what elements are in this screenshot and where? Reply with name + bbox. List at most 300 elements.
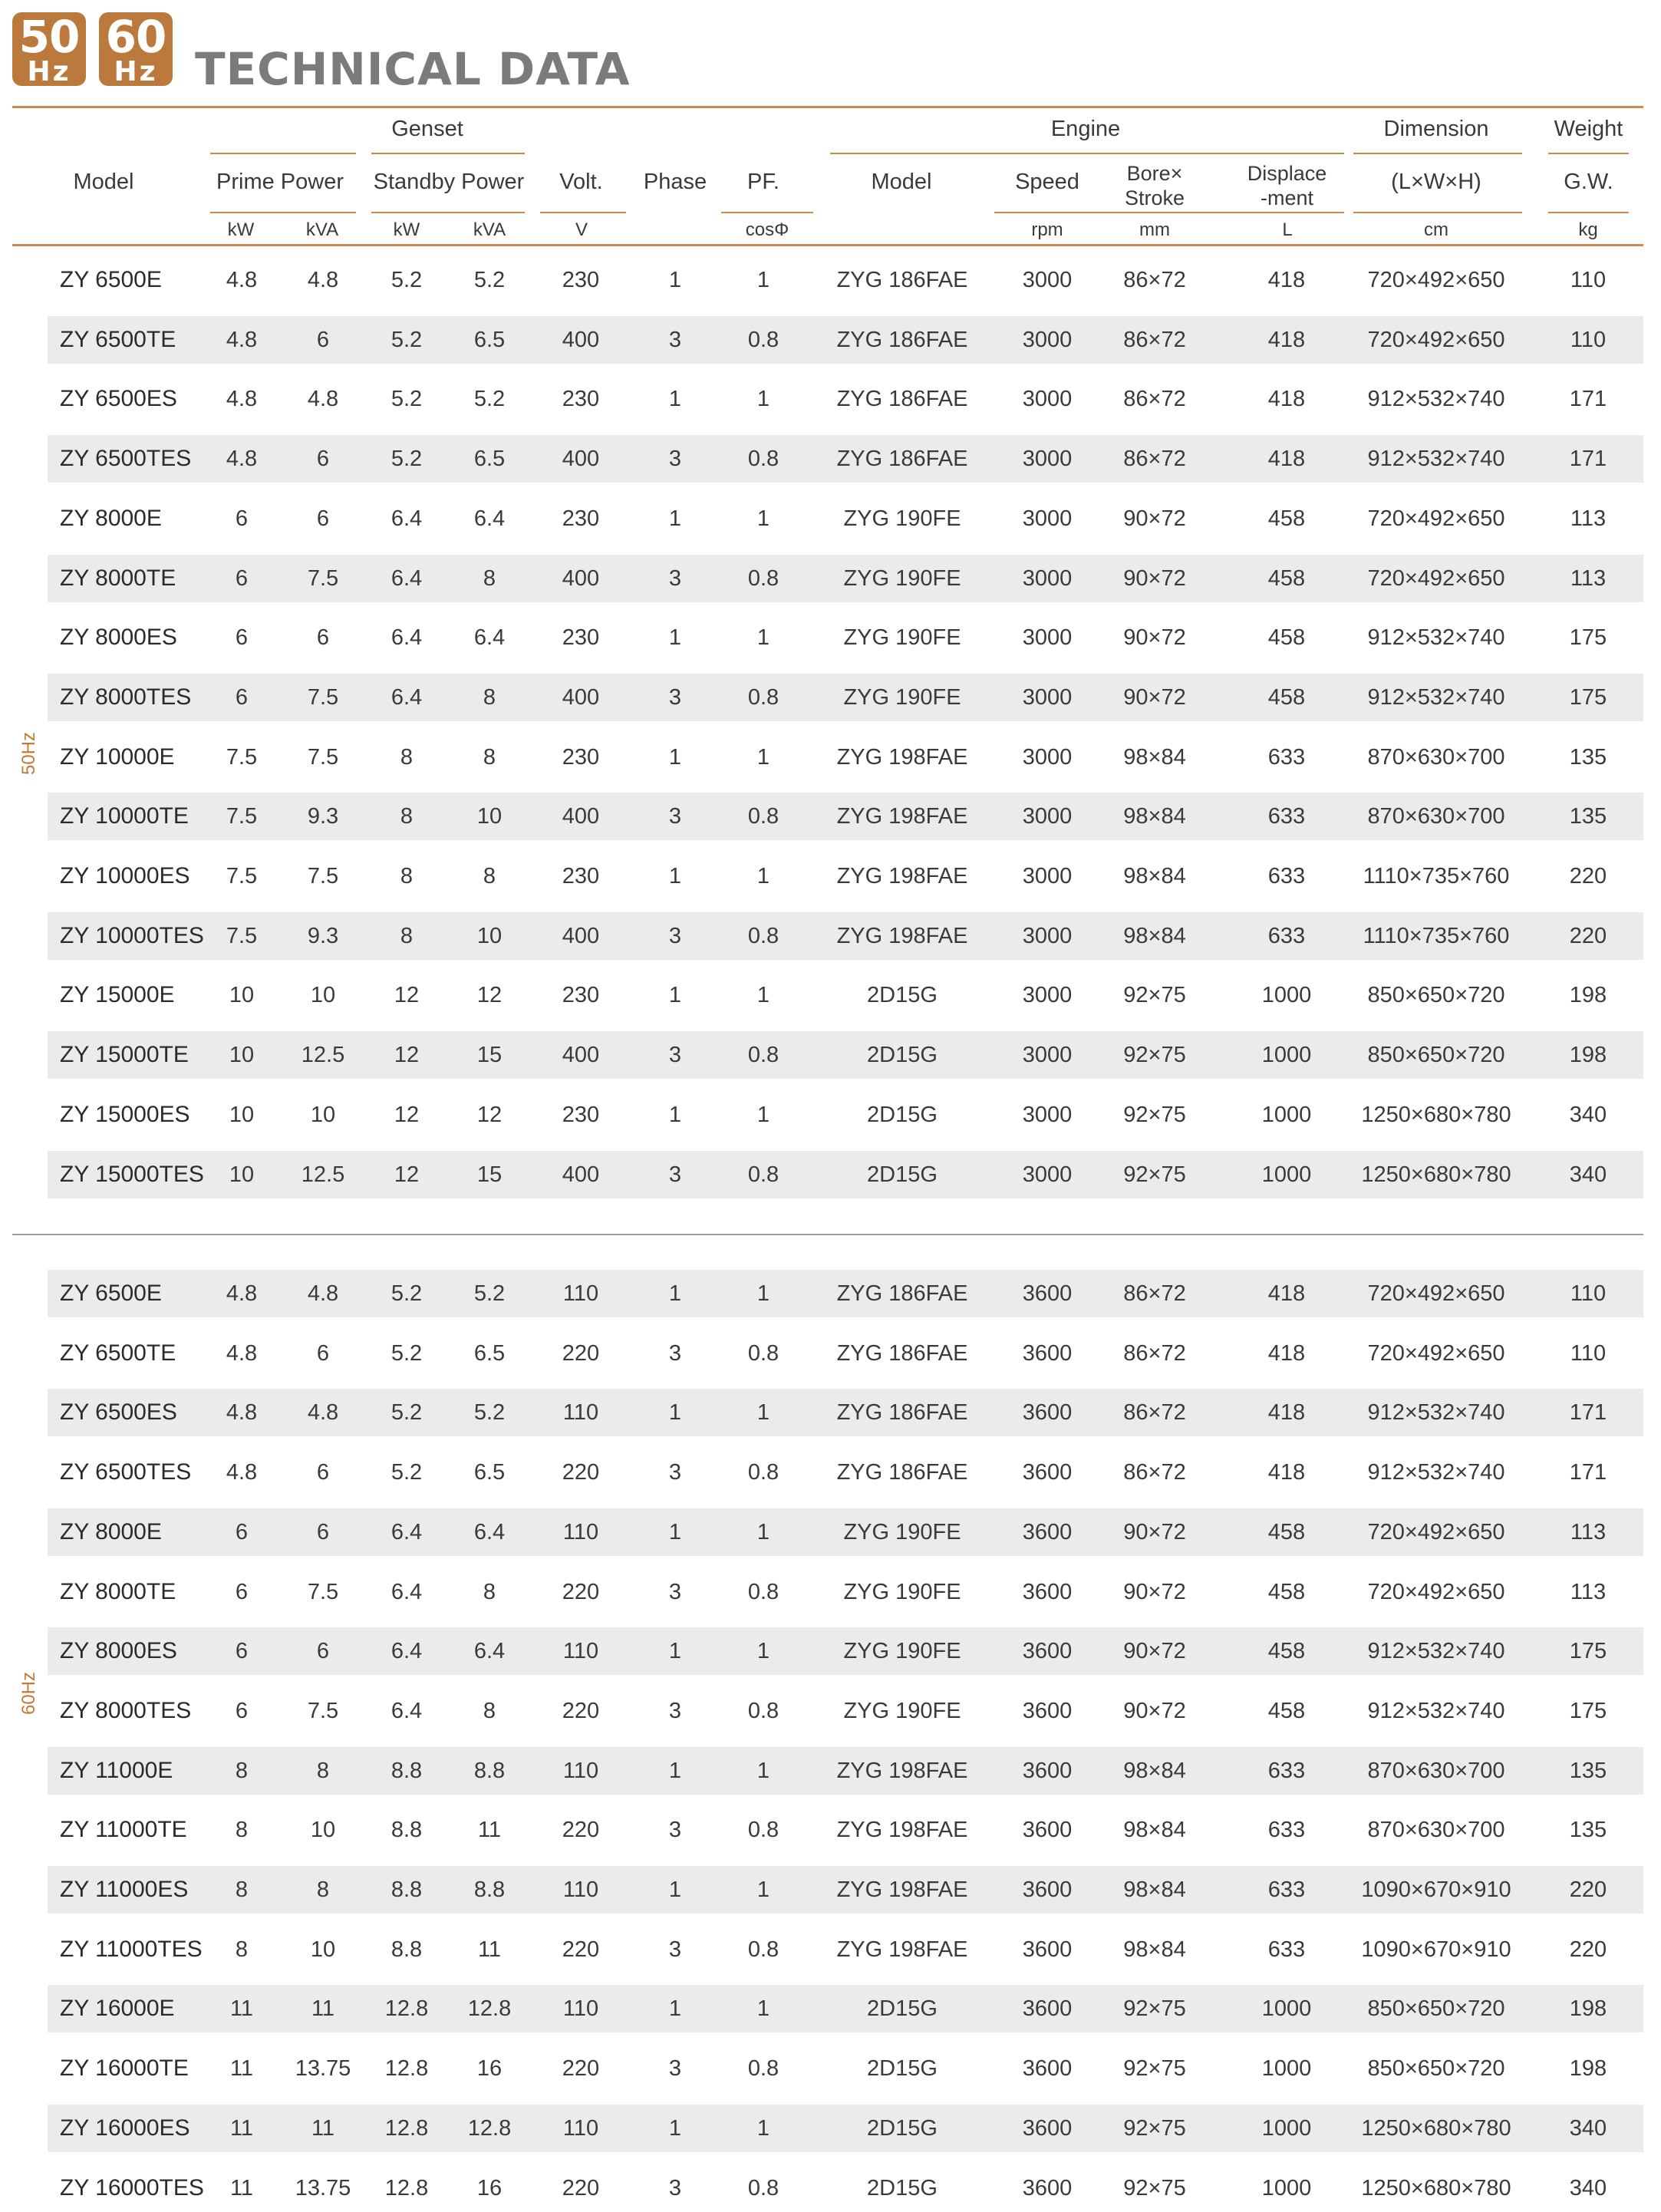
dimension-cell: 720×492×650 [1367,1340,1505,1366]
standby-kva-cell: 6.4 [473,625,506,651]
model-cell: ZY 6500TES [60,1459,192,1485]
dimension-cell: 720×492×650 [1367,268,1505,292]
weight-cell: 198 [1569,2056,1607,2082]
table-row [48,2164,1643,2212]
prime-kva-cell: 6 [316,506,330,531]
volt-units-line [540,212,626,213]
header-speed: Speed [1015,170,1079,194]
displacement-cell: 458 [1267,1639,1306,1664]
prime-kw-cell: 4.8 [226,447,258,472]
pf-cell: 1 [756,1877,770,1902]
standby-kw-cell: 5.2 [391,1400,423,1426]
phase-cell: 3 [668,1579,682,1604]
pf-cell: 0.8 [747,447,779,472]
speed-cell: 3600 [1022,1340,1073,1366]
dimension-cell: 1110×735×760 [1363,864,1510,888]
prime-kw-cell: 4.8 [226,327,258,352]
standby-units-line [371,212,525,213]
standby-kw-cell: 5.2 [391,447,423,472]
weight-units-line [1548,212,1629,213]
displacement-cell: 1000 [1261,1043,1312,1068]
table-row [48,1926,1643,1973]
standby-kw-cell: 8 [400,804,414,829]
speed-cell: 3000 [1022,684,1073,710]
prime-kw-cell: 6 [235,625,249,651]
displacement-cell: 1000 [1261,2115,1312,2141]
prime-kva-cell: 12.5 [301,1162,345,1187]
header-dimension-lwh: (L×W×H) [1391,170,1481,194]
model-cell: ZY 16000TE [60,2055,189,2082]
bore-stroke-cell: 90×72 [1123,1639,1186,1664]
model-cell: ZY 6500E [60,1281,162,1306]
phase-cell: 1 [668,1281,682,1306]
pf-cell: 0.8 [747,565,779,591]
standby-kva-cell: 11 [477,1937,502,1962]
pf-cell: 1 [756,506,770,531]
model-cell: ZY 8000TES [60,684,192,710]
engine-model-cell: ZYG 186FAE [836,327,968,352]
bore-stroke-cell: 86×72 [1123,1340,1186,1366]
engine-model-cell: 2D15G [867,1102,938,1127]
weight-cell: 220 [1569,1937,1607,1962]
unit-prime-kw: kW [227,219,255,240]
pf-cell: 1 [756,1102,770,1127]
displacement-cell: 633 [1267,804,1306,829]
table-row [48,912,1643,960]
pf-cell: 1 [756,1996,770,2022]
displacement-cell: 1000 [1261,1996,1312,2022]
volt-cell: 230 [562,744,600,770]
phase-cell: 1 [668,1996,682,2022]
unit-dimension: cm [1424,219,1448,240]
pf-cell: 1 [756,268,770,292]
bore-stroke-cell: 92×75 [1123,2175,1186,2200]
table-row [48,674,1643,721]
prime-kw-cell: 6 [235,1698,249,1723]
phase-cell: 3 [668,565,682,591]
table-row [48,2045,1643,2092]
header-volt: Volt. [559,170,603,194]
model-cell: ZY 8000ES [60,625,177,651]
speed-cell: 3600 [1022,2056,1073,2082]
dimension-cell: 1250×680×780 [1361,1162,1511,1187]
prime-kw-cell: 7.5 [226,923,258,948]
standby-kva-cell: 8 [483,864,496,888]
50hz-badge [12,12,86,86]
engine-model-cell: ZYG 190FE [843,1579,961,1604]
standby-kw-cell: 8 [400,744,414,770]
dimension-cell: 1250×680×780 [1361,2175,1511,2200]
pf-cell: 0.8 [747,1579,779,1604]
dimension-cell: 912×532×740 [1367,684,1505,710]
prime-kva-cell: 11 [311,1996,335,2022]
header-bore-stroke [1109,161,1201,210]
engine-model-cell: ZYG 186FAE [836,1460,968,1485]
prime-kva-cell: 7.5 [307,1579,339,1604]
weight-cell: 340 [1569,1102,1607,1127]
phase-cell: 3 [668,447,682,472]
speed-cell: 3600 [1022,1698,1073,1723]
displacement-cell: 458 [1267,565,1306,591]
bore-stroke-cell: 90×72 [1123,565,1186,591]
weight-cell: 175 [1569,1639,1607,1664]
table-row [48,316,1643,364]
speed-cell: 3000 [1022,923,1073,948]
displacement-cell: 633 [1267,1937,1306,1962]
pf-cell: 0.8 [747,684,779,710]
bore-stroke-cell: 90×72 [1123,1579,1186,1604]
header-gw: G.W. [1564,170,1613,194]
standby-kva-cell: 6.4 [473,506,506,531]
dimension-cell: 912×532×740 [1367,1460,1505,1485]
speed-cell: 3000 [1022,864,1073,888]
model-cell: ZY 8000TE [60,1578,176,1604]
displacement-cell: 1000 [1261,2175,1312,2200]
weight-cell: 171 [1569,447,1607,472]
bore-stroke-cell: 86×72 [1123,1281,1186,1306]
speed-cell: 3600 [1022,1579,1073,1604]
prime-kw-cell: 4.8 [226,1400,258,1426]
phase-cell: 3 [668,1818,682,1843]
standby-kw-cell: 6.4 [391,1639,423,1664]
bore-stroke-cell: 98×84 [1123,1877,1186,1902]
pf-cell: 1 [756,744,770,770]
weight-cell: 135 [1569,1818,1607,1843]
standby-kva-cell: 10 [476,804,503,829]
phase-cell: 1 [668,744,682,770]
volt-cell: 400 [562,804,600,829]
volt-cell: 110 [562,1400,599,1426]
engine-model-cell: ZYG 190FE [843,565,961,591]
table-row [48,1866,1643,1914]
phase-cell: 1 [668,1102,682,1127]
prime-kw-cell: 11 [229,2175,254,2200]
standby-kw-cell: 6.4 [391,684,423,710]
engine-units-line [994,212,1344,213]
bore-stroke-cell: 86×72 [1123,1400,1186,1426]
header-model: Model [73,170,134,194]
model-cell: ZY 11000E [60,1757,173,1783]
prime-kva-cell: 10 [310,1102,336,1127]
weight-cell: 171 [1569,387,1607,412]
standby-kva-cell: 5.2 [473,1400,506,1426]
header-group-genset: Genset [391,117,463,141]
table-row [48,971,1643,1019]
engine-model-cell: 2D15G [867,1996,938,2022]
engine-model-cell: ZYG 186FAE [836,1340,968,1366]
speed-cell: 3000 [1022,565,1073,591]
standby-kw-cell: 6.4 [391,506,423,531]
standby-kva-cell: 8 [483,565,496,591]
speed-cell: 3000 [1022,1043,1073,1068]
standby-kva-cell: 6.4 [473,1519,506,1544]
prime-kw-cell: 10 [229,1162,255,1187]
volt-cell: 110 [562,1519,599,1544]
bore-stroke-cell: 90×72 [1123,625,1186,651]
header-standby-power: Standby Power [373,170,525,194]
dimension-cell: 912×532×740 [1367,625,1505,651]
standby-kva-cell: 6.5 [473,1340,506,1366]
weight-cell: 198 [1569,1043,1607,1068]
pf-cell: 1 [756,1758,770,1783]
weight-cell: 110 [1570,268,1607,292]
prime-kva-cell: 6 [316,327,330,352]
pf-cell: 1 [756,1639,770,1664]
bore-stroke-cell: 92×75 [1123,1043,1186,1068]
prime-kw-cell: 8 [235,1937,249,1962]
standby-kva-cell: 8.8 [473,1758,506,1783]
engine-underline [830,153,1344,154]
weight-cell: 171 [1569,1400,1607,1426]
model-cell: ZY 10000ES [60,863,190,888]
standby-kva-cell: 15 [476,1162,503,1187]
prime-kw-cell: 6 [235,1579,249,1604]
speed-cell: 3600 [1022,1639,1073,1664]
engine-model-cell: ZYG 186FAE [836,447,968,472]
table-row [48,495,1643,542]
engine-model-cell: ZYG 198FAE [836,1818,968,1843]
prime-kw-cell: 4.8 [226,1460,258,1485]
weight-cell: 198 [1569,1996,1607,2022]
displacement-cell: 418 [1267,268,1306,292]
model-cell: ZY 8000TE [60,565,176,591]
displacement-cell: 418 [1267,387,1306,412]
speed-cell: 3600 [1022,1877,1073,1902]
prime-kva-cell: 6 [316,1460,330,1485]
prime-power-underline [210,153,356,154]
standby-kw-cell: 12.8 [384,1996,429,2022]
speed-cell: 3600 [1022,1460,1073,1485]
phase-cell: 3 [668,1340,682,1366]
displacement-cell: 458 [1267,1579,1306,1604]
weight-cell: 340 [1569,2175,1607,2200]
header-displacement [1228,161,1346,210]
table-row [48,1687,1643,1735]
bore-stroke-cell: 86×72 [1123,268,1186,292]
standby-kva-cell: 8 [483,744,496,770]
engine-model-cell: 2D15G [867,2175,938,2200]
phase-cell: 1 [668,864,682,888]
phase-cell: 3 [668,804,682,829]
model-cell: ZY 8000E [60,505,162,531]
weight-cell: 110 [1570,327,1607,352]
displacement-cell: 458 [1267,1698,1306,1723]
phase-cell: 1 [668,1758,682,1783]
engine-model-cell: ZYG 190FE [843,1698,961,1723]
speed-cell: 3000 [1022,804,1073,829]
dimension-cell: 912×532×740 [1367,1639,1505,1664]
prime-kw-cell: 11 [229,2115,254,2141]
dimension-cell: 720×492×650 [1367,1579,1505,1604]
volt-cell: 400 [562,1043,600,1068]
table-row [48,1389,1643,1436]
standby-kva-cell: 8 [483,684,496,710]
pf-cell: 0.8 [747,923,779,948]
phase-cell: 3 [668,1460,682,1485]
model-cell: ZY 11000TE [60,1817,187,1843]
prime-kw-cell: 6 [235,684,249,710]
table-row [48,1806,1643,1854]
volt-cell: 220 [562,2175,600,2200]
bore-stroke-cell: 98×84 [1123,804,1186,829]
standby-kva-cell: 15 [476,1043,503,1068]
standby-kw-cell: 12 [394,1102,420,1127]
model-cell: ZY 11000TES [60,1936,203,1962]
speed-cell: 3000 [1022,744,1073,770]
displacement-cell: 418 [1267,1400,1306,1426]
engine-model-cell: ZYG 198FAE [836,744,968,770]
table-row [48,852,1643,900]
pf-cell: 1 [756,1400,770,1426]
volt-cell: 110 [562,1639,599,1664]
phase-cell: 1 [668,1877,682,1902]
prime-kw-cell: 10 [229,1102,255,1127]
pf-cell: 0.8 [747,1698,779,1723]
standby-kva-cell: 16 [476,2175,503,2200]
standby-kw-cell: 8.8 [391,1877,423,1902]
volt-cell: 400 [562,684,600,710]
standby-kw-cell: 12.8 [384,2056,429,2082]
engine-model-cell: ZYG 190FE [843,684,961,710]
standby-kw-cell: 8.8 [391,1818,423,1843]
volt-cell: 110 [562,1281,599,1306]
displacement-cell: 418 [1267,327,1306,352]
engine-model-cell: ZYG 190FE [843,506,961,531]
standby-kva-cell: 6.4 [473,1639,506,1664]
phase-cell: 1 [668,1519,682,1544]
engine-model-cell: ZYG 198FAE [836,1758,968,1783]
bore-stroke-cell: 92×75 [1123,983,1186,1008]
badge-50-number: 50 [18,11,80,63]
pf-cell: 1 [756,864,770,888]
standby-kva-cell: 12.8 [467,1996,512,2022]
standby-kva-cell: 6.5 [473,327,506,352]
displacement-cell: 458 [1267,1519,1306,1544]
pf-cell: 0.8 [747,1818,779,1843]
model-cell: ZY 8000E [60,1518,162,1544]
model-cell: ZY 8000TES [60,1697,192,1723]
table-row [48,555,1643,602]
table-row [48,1330,1643,1377]
weight-cell: 340 [1569,2115,1607,2141]
dimension-cell: 912×532×740 [1367,1698,1505,1723]
dimension-cell: 912×532×740 [1367,447,1505,472]
bore-stroke-cell: 98×84 [1123,923,1186,948]
pf-cell: 0.8 [747,327,779,352]
dimension-cell: 1110×735×760 [1363,923,1510,948]
dimension-underline [1353,153,1522,154]
weight-cell: 113 [1570,1519,1607,1544]
table-row [48,1568,1643,1616]
table-row [48,1627,1643,1675]
phase-cell: 1 [668,2115,682,2141]
standby-kw-cell: 12 [394,1162,420,1187]
header-displacement-line2: -ment [1260,186,1314,209]
weight-cell: 110 [1570,1281,1607,1306]
prime-kva-cell: 10 [310,983,336,1008]
prime-kva-cell: 13.75 [295,2056,351,2082]
header-group-engine: Engine [1050,117,1121,141]
pf-cell: 1 [756,1281,770,1306]
displacement-cell: 418 [1267,447,1306,472]
dimension-cell: 720×492×650 [1367,327,1505,352]
volt-cell: 230 [562,864,600,888]
dimension-cell: 1090×670×910 [1361,1877,1511,1902]
engine-model-cell: ZYG 198FAE [836,804,968,829]
prime-kva-cell: 9.3 [307,804,339,829]
engine-model-cell: ZYG 190FE [843,1639,961,1664]
phase-cell: 3 [668,2056,682,2082]
standby-kva-cell: 6.5 [473,1460,506,1485]
prime-kva-cell: 4.8 [307,1281,339,1306]
model-cell: ZY 15000ES [60,1101,190,1127]
prime-kw-cell: 4.8 [226,1281,258,1306]
weight-cell: 135 [1569,744,1607,770]
volt-cell: 400 [562,565,600,591]
table-row [48,1747,1643,1795]
displacement-cell: 458 [1267,684,1306,710]
model-cell: ZY 6500E [60,267,162,292]
unit-speed: rpm [1031,219,1063,240]
engine-model-cell: ZYG 198FAE [836,864,968,888]
pf-cell: 1 [756,1519,770,1544]
standby-kw-cell: 8 [400,923,414,948]
standby-kva-cell: 6.5 [473,447,506,472]
pf-cell: 0.8 [747,1340,779,1366]
prime-kw-cell: 11 [229,2056,254,2082]
section-divider [12,1234,1643,1235]
model-cell: ZY 6500TE [60,326,176,352]
volt-cell: 220 [562,1937,600,1962]
standby-kw-cell: 6.4 [391,625,423,651]
model-cell: ZY 15000TES [60,1161,204,1187]
prime-kw-cell: 4.8 [226,268,258,292]
engine-model-cell: 2D15G [867,1162,938,1187]
speed-cell: 3000 [1022,983,1073,1008]
prime-kw-cell: 7.5 [226,744,258,770]
pf-cell: 0.8 [747,1043,779,1068]
header-bore-line: Bore× [1126,162,1183,185]
prime-kw-cell: 10 [229,1043,255,1068]
prime-kva-cell: 10 [310,1818,336,1843]
weight-underline [1548,153,1629,154]
standby-kw-cell: 12.8 [384,2175,429,2200]
displacement-cell: 633 [1267,744,1306,770]
badge-60-number: 60 [105,11,166,63]
standby-kw-cell: 8.8 [391,1937,423,1962]
model-cell: ZY 15000TE [60,1042,189,1068]
engine-model-cell: ZYG 186FAE [836,1400,968,1426]
volt-cell: 220 [562,1579,600,1604]
prime-units-line [210,212,356,213]
speed-cell: 3000 [1022,506,1073,531]
pf-cell: 0.8 [747,2056,779,2082]
standby-kva-cell: 12.8 [467,2115,512,2141]
dimension-cell: 1250×680×780 [1361,1102,1511,1127]
prime-kw-cell: 10 [229,983,255,1008]
standby-kva-cell: 5.2 [473,1281,506,1306]
standby-kva-cell: 12 [476,983,503,1008]
table-row [48,1508,1643,1556]
prime-kva-cell: 7.5 [307,684,339,710]
prime-kva-cell: 7.5 [307,1698,339,1723]
engine-model-cell: ZYG 186FAE [836,387,968,412]
speed-cell: 3000 [1022,1162,1073,1187]
volt-cell: 220 [562,1460,600,1485]
volt-cell: 220 [562,1340,600,1366]
bore-stroke-cell: 92×75 [1123,1996,1186,2022]
dimension-cell: 850×650×720 [1367,1996,1505,2022]
